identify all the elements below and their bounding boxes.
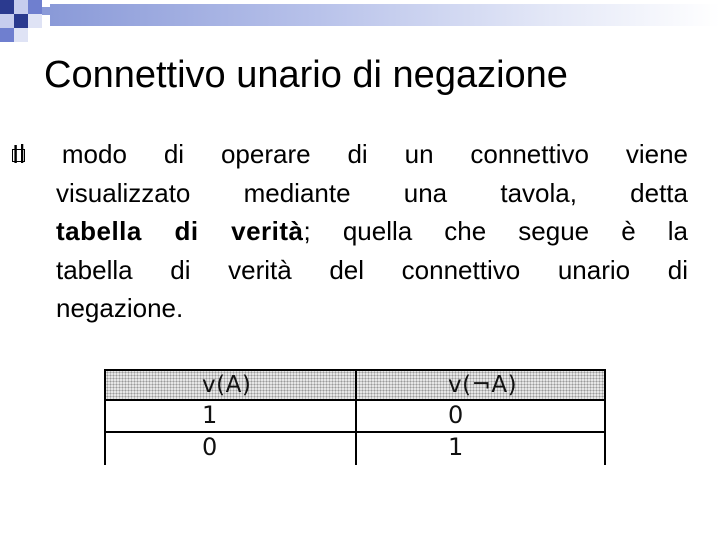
table-cell: 1 <box>448 433 464 461</box>
paragraph-line-2: visualizzato mediante una tavola, detta <box>56 177 688 208</box>
emphasis-term: tabella di verità <box>56 216 304 246</box>
table-cell: 0 <box>448 401 464 429</box>
truth-table <box>104 369 606 465</box>
paragraph-line-5: negazione. <box>56 293 184 323</box>
body-paragraph <box>12 135 688 328</box>
table-cell: 1 <box>202 401 218 429</box>
header-gradient-bar <box>50 4 720 26</box>
paragraph-line-4: tabella di verità del connettivo unario di <box>56 254 688 285</box>
table-cropped-edge <box>226 465 556 469</box>
slide-title: Connettivo unario di negazione <box>44 54 568 96</box>
paragraph-line-1: Il modo di operare di un connettivo viene <box>12 139 688 169</box>
table-column-divider <box>355 369 357 465</box>
table-header-cell: v(A) <box>202 372 252 398</box>
paragraph-line-3 <box>56 212 688 251</box>
table-header-cell: v(¬A) <box>448 372 518 398</box>
table-cell: 0 <box>202 433 218 461</box>
paragraph-line-3-rest: ; quella che segue è la <box>303 216 688 246</box>
